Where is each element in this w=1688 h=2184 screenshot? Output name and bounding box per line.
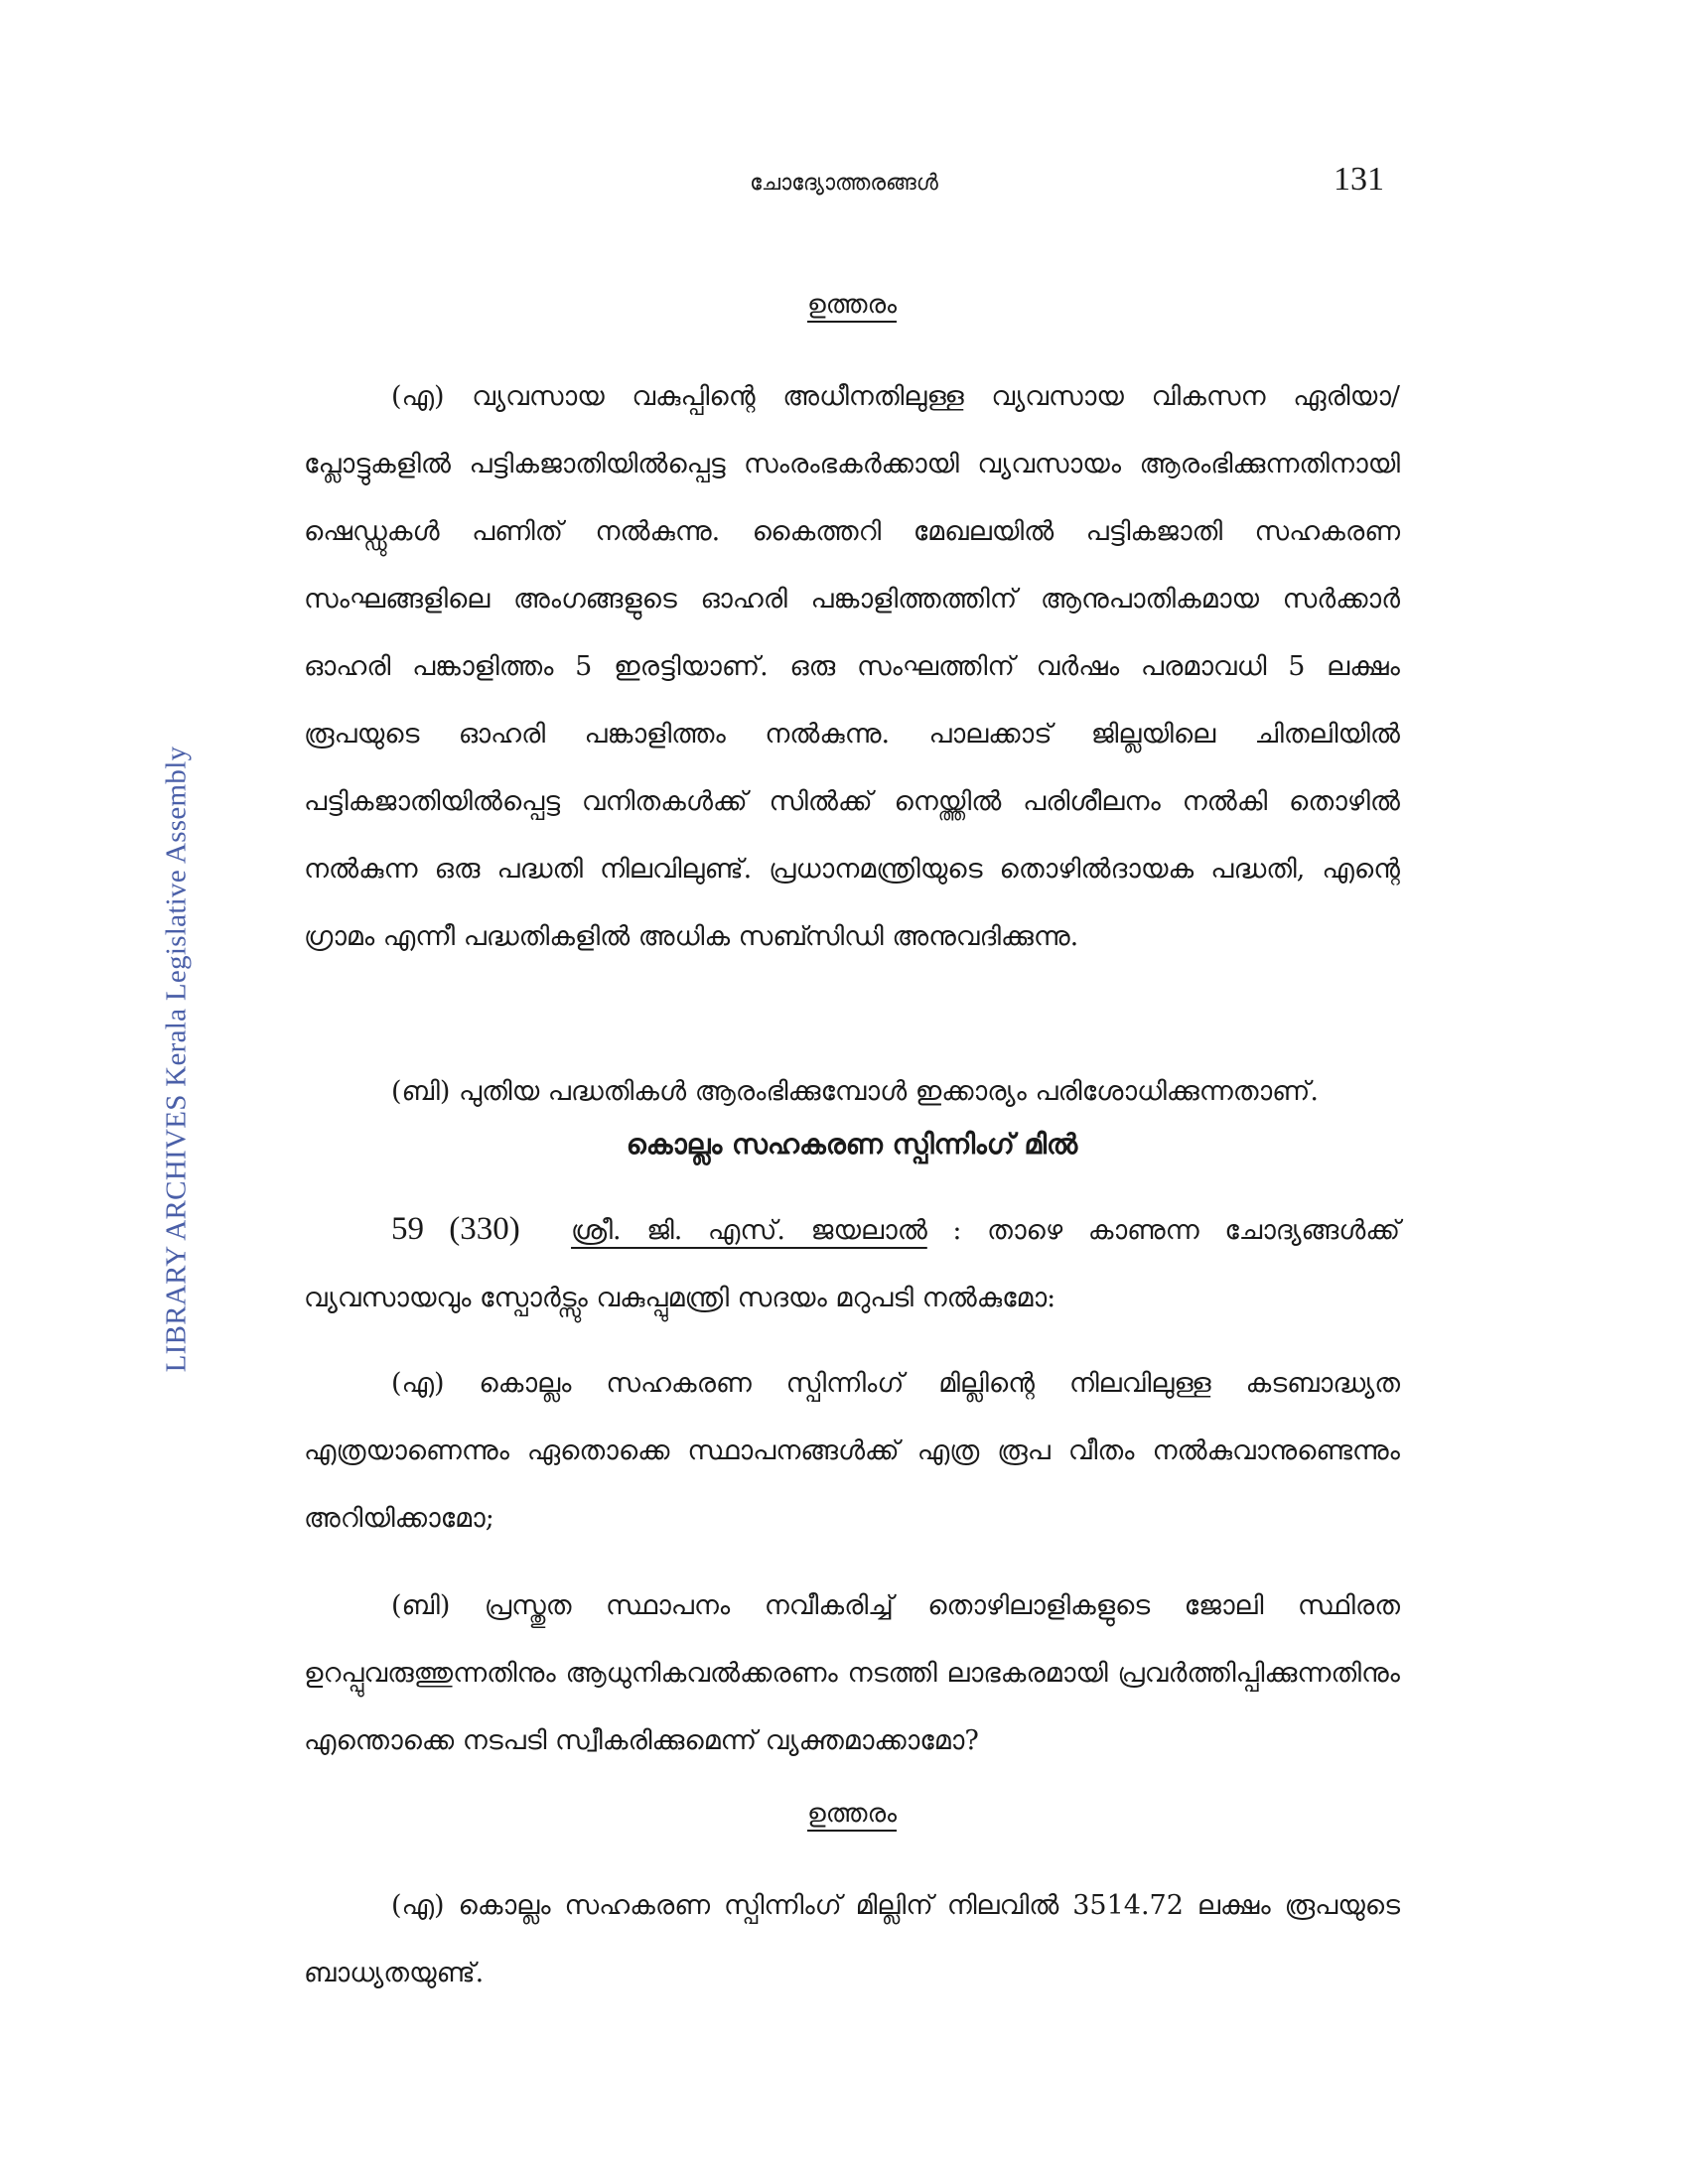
answer-b-paragraph: (ബി) പുതിയ പദ്ധതികൾ ആരംഭിക്കുമ്പോൾ ഇക്കാര്യം പരിശോധിക്കുന്നതാണ്.	[391, 1076, 1319, 1107]
page-number: 131	[1334, 161, 1384, 198]
answer2-a-paragraph: (എ) കൊല്ലം സഹകരണ സ്പിന്നിംഗ് മില്ലിന് നിലവിൽ 3514.72 ലക്ഷം രൂപയുടെ ബാധ്യതയുണ്ട്.	[304, 1890, 1400, 1988]
member-name: ശ്രീ. ജി. എസ്. ജയലാൽ	[571, 1215, 927, 1246]
section-title: കൊല്ലം സഹകരണ സ്പിന്നിംഗ് മിൽ	[626, 1128, 1078, 1160]
answer-a-paragraph: (എ) വ്യവസായ വകുപ്പിന്റെ അധീനതിലുള്ള വ്യവസായ വികസന ഏരിയാ/പ്ലോട്ടുകളിൽ പട്ടികജാതിയിൽപ്പെട്ട സംരംഭകർക്കായി വ്യവസായം ആരംഭിക്കുന്നതിനായി ഷെഡ്ഡുകൾ പണിത് നൽകുന്നു. കൈത്തറി മേഖലയിൽ പട്ടികജാതി സഹകരണ സംഘങ്ങളിലെ അംഗങ്ങളുടെ ഓഹരി പങ്കാളിത്തത്തിന് ആനുപാതികമായ സർക്കാർ ഓഹരി പങ്കാളിത്തം 5 ഇരട്ടിയാണ്. ഒരു സംഘത്തിന് വർഷം പരമാവധി 5 ലക്ഷം രൂപയുടെ ഓഹരി പങ്കാളിത്തം നൽകുന്നു. പാലക്കാട് ജില്ലയിലെ ചിതലിയിൽ പട്ടികജാതിയിൽപ്പെട്ട വനിതകൾക്ക് സിൽക്ക് നെയ്ത്തിൽ പരിശീലനം നൽകി തൊഴിൽ നൽകുന്ന ഒരു പദ്ധതി നിലവിലുണ്ട്. പ്രധാനമന്ത്രിയുടെ തൊഴിൽദായക പദ്ധതി, എന്റെ ഗ്രാമം എന്നീ പദ്ധതികളിൽ അധിക സബ്സിഡി അനുവദിക്കുന്നു.	[304, 381, 1400, 952]
running-header: ചോദ്യോത്തരങ്ങൾ	[750, 171, 938, 196]
answer-heading: ഉത്തരം	[807, 290, 897, 320]
question-number: 59 (330)	[391, 1211, 520, 1247]
question-a: (എ) കൊല്ലം സഹകരണ സ്പിന്നിംഗ് മില്ലിന്റെ നിലവിലുള്ള കടബാദ്ധ്യത എത്രയാണെന്നും ഏതൊക്കെ സ്ഥാപനങ്ങൾക്ക് എത്ര രൂപ വീതം നൽകുവാനുണ്ടെന്നും അറിയിക്കാമോ;	[304, 1368, 1400, 1534]
question-b: (ബി) പ്രസ്തുത സ്ഥാപനം നവീകരിച്ച് തൊഴിലാളികളുടെ ജോലി സ്ഥിരത ഉറപ്പുവരുത്തുന്നതിനും ആധുനികവൽക്കരണം നടത്തി ലാഭകരമായി പ്രവർത്തിപ്പിക്കുന്നതിനും എന്തൊക്കെ നടപടി സ്വീകരിക്കുമെന്ന് വ്യക്തമാക്കാമോ?	[304, 1590, 1400, 1756]
question-intro	[304, 1195, 1400, 1332]
answer-heading-2: ഉത്തരം	[807, 1799, 897, 1829]
question-intro-text: : താഴെ കാണുന്ന ചോദ്യങ്ങൾക്ക് വ്യവസായവും സ്പോർട്സും വകുപ്പുമന്ത്രി സദയം മറുപടി നൽകുമോ:	[304, 1215, 1400, 1313]
